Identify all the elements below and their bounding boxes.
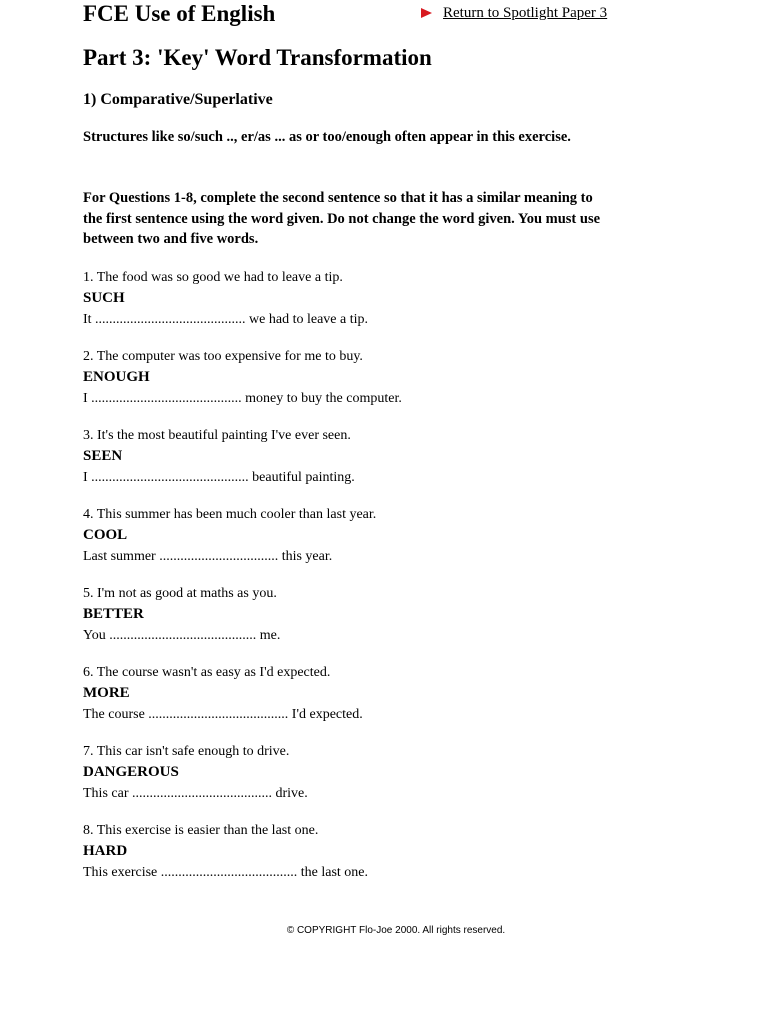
question-item <box>83 268 643 347</box>
key-word: DANGEROUS <box>83 764 179 780</box>
question-item <box>83 584 643 663</box>
answer-line: It ........................................... we had to leave a tip. <box>83 312 369 327</box>
section-title: 1) Comparative/Superlative <box>83 91 273 108</box>
question-item <box>83 663 643 742</box>
question-item <box>83 426 643 505</box>
question-sentence: 2. The computer was too expensive for me to buy. <box>83 349 363 364</box>
answer-line: I ........................................... money to buy the computer. <box>83 391 402 406</box>
question-list <box>83 268 643 900</box>
question-sentence: 1. The food was so good we had to leave a tip. <box>83 270 343 285</box>
question-sentence: 5. I'm not as good at maths as you. <box>83 586 277 601</box>
question-item <box>83 347 643 426</box>
key-word: BETTER <box>83 606 144 622</box>
red-arrow-icon <box>421 8 432 18</box>
answer-line: This exercise ....................................... the last one. <box>83 865 369 880</box>
answer-line: Last summer .................................. this year. <box>83 549 333 564</box>
part-title: Part 3: 'Key' Word Transformation <box>83 45 432 70</box>
answer-line: You .......................................... me. <box>83 628 281 643</box>
copyright-notice: © COPYRIGHT Flo-Joe 2000. All rights reserved. <box>286 925 506 936</box>
key-word: MORE <box>83 685 130 701</box>
instructions-text: For Questions 1-8, complete the second sentence so that it has a similar meaning to the first sentence using the word given. Do not change the word given. You must use between two and five words. <box>83 190 601 247</box>
structures-text: Structures like so/such .., er/as ... as or too/enough often appear in this exercise. <box>83 129 571 145</box>
question-sentence: 8. This exercise is easier than the last one. <box>83 823 319 838</box>
answer-line: I ............................................. beautiful painting. <box>83 470 355 485</box>
instructions-block <box>83 188 613 250</box>
question-item <box>83 505 643 584</box>
answer-line: The course ........................................ I'd expected. <box>83 707 363 722</box>
key-word: COOL <box>83 527 128 543</box>
key-word: SUCH <box>83 290 125 306</box>
question-item <box>83 742 643 821</box>
key-word: HARD <box>83 843 128 859</box>
structures-note <box>83 127 613 148</box>
question-sentence: 4. This summer has been much cooler than last year. <box>83 507 377 522</box>
key-word: SEEN <box>83 448 123 464</box>
key-word: ENOUGH <box>83 369 150 385</box>
return-to-spotlight-link[interactable]: Return to Spotlight Paper 3 <box>443 5 608 21</box>
question-item <box>83 821 643 900</box>
answer-line: This car ........................................ drive. <box>83 786 308 801</box>
question-sentence: 3. It's the most beautiful painting I've ever seen. <box>83 428 351 443</box>
question-sentence: 7. This car isn't safe enough to drive. <box>83 744 290 759</box>
page-header-title: FCE Use of English <box>83 1 276 26</box>
question-sentence: 6. The course wasn't as easy as I'd expected. <box>83 665 331 680</box>
return-link-container[interactable] <box>421 4 607 22</box>
